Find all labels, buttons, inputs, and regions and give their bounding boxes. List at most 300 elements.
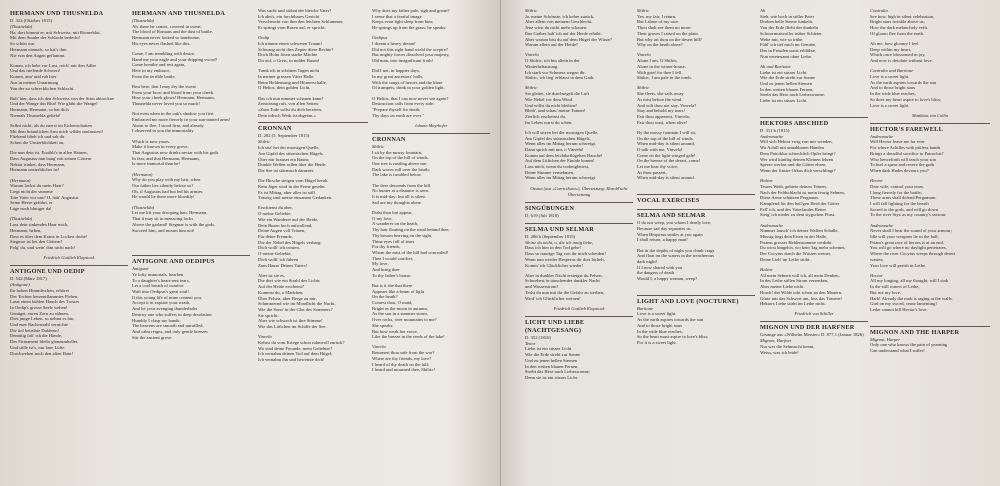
lyric-line: Destroy one who suffers in deep desolation. [132, 311, 213, 317]
lyric-line: Dein Busen hoch aufwallend, [258, 222, 313, 228]
lyric-line: Ah, there he comes, covered in sweat, [132, 23, 202, 29]
lyric-line: Make it known in every grove, [132, 144, 189, 150]
lyric-line: Läge noch blutiger da! [10, 206, 52, 212]
lyric-line: Wie die Erde strebt zur Sonne [525, 352, 581, 358]
lyric-line: In the wide blue reaches, [870, 91, 916, 97]
lyric-line: Thine eyes full of tears [372, 238, 415, 244]
lyric-line: On the heath? [372, 294, 398, 300]
lyric-line: To hurl a spear and revere the gods [870, 162, 935, 168]
lyric-line: She fleets, she sails away [637, 91, 684, 97]
song-block [10, 8, 128, 261]
lyric-line: Trank ich in schönen Tagen nicht [258, 68, 320, 74]
lyric-line: So does my heart aspire to love's bliss; [870, 96, 942, 102]
lyric-line: Und willst du nicht bleiben? [525, 102, 578, 108]
lyric-line: The deer descends from the hill. [372, 182, 432, 188]
lyric-line: Für deine Freunde, [258, 234, 293, 239]
speaker-label: Vinvela [372, 344, 386, 350]
song-block [637, 209, 755, 291]
lyric-line: Can understand what I suffer! [870, 348, 925, 354]
lyric-line: Und zu jenen hellen Sternen [760, 80, 813, 86]
lyric-line: Come on the light-winged gale! [637, 152, 696, 158]
lyric-line: Am Gipfel des stürmischen Hügels. [258, 150, 324, 156]
lyric-line: Our father lies silently before us? [132, 183, 194, 189]
lyric-line: Wenn alles im Mittag herum schweigt. [525, 175, 597, 181]
lyric-line: Von der zu schrecklichen Schlacht. [10, 85, 75, 91]
lyric-line: Thy hair floating on the wind behind thee, [372, 227, 450, 233]
lyric-line: If this young life of mine content you, [132, 294, 202, 300]
lyric-line: Let me hear thy voice, [637, 164, 679, 170]
song-block [637, 295, 755, 346]
song-title: SELMA UND SELMAR [525, 223, 633, 234]
lyric-line: dark night! [637, 258, 658, 264]
lyric-line: O Shilric, ich bin allein in der [525, 58, 580, 64]
lyric-line: Only one who knows the pain of yearning [870, 342, 948, 348]
lyric-line: His eyes never flashed like this. [132, 40, 191, 46]
stanza-gap [637, 186, 755, 191]
lyric-line: To a daughter's heart-rent tears, [132, 277, 190, 283]
lyric-line: As the sun in a summer storm, [372, 311, 429, 317]
lyric-line: Why on the heath alone? [637, 42, 683, 48]
lyric-line: Priams grosser Heldenstamme verdirbt. [760, 239, 833, 245]
lyric-line: Why does my father pale, sigh and groan? [372, 8, 450, 13]
lyric-line: Ja, meine Schönste, ich kehre zurück, [525, 13, 595, 19]
lyric-line: Thy bosom heaving on the sight, [372, 232, 433, 238]
lyric-line: Nur wer die Sehnsucht kennt, [760, 344, 815, 350]
lyric-line: That Augustus now drinks nectar with his gods [132, 150, 219, 156]
lyric-line: Es ist Mittag, aber alles ist still. [258, 189, 316, 195]
lyric-line: Kehrst du vom Kriege schon ruhmvoll zurück? [258, 339, 345, 345]
song-block [372, 133, 490, 373]
lyric-line: Selbst nicht, als du zuerst im Eichenschatten [10, 123, 92, 129]
lyric-line: Zerstörung ruft, von allen Seiten: [258, 101, 320, 107]
lyric-line: As the earth aspires towards the sun [637, 317, 704, 323]
lyric-line: Die der Nebel des Hügels verbarg: [258, 239, 322, 245]
lyric-line: Bleib', und schau' meine Tränen! [525, 108, 586, 114]
lyric-line: Aber ist sie es, [258, 272, 286, 278]
song-block [10, 265, 128, 356]
lyric-line: Komm, ich bebe vor Lust, reich' mir den Adler [10, 62, 97, 68]
lyric-line: Ich vernahm deinen Tod auf dem Hügel; [258, 351, 333, 357]
lyric-line: Stay and behold my tears! [637, 108, 685, 114]
lyric-line: Never shall I hear the sound of your armour; [870, 228, 952, 234]
lyric-line: Die Hirsche steigen vom Hügel herab. [258, 178, 329, 184]
lyric-line: Dark waves roll over the heath; [372, 166, 430, 172]
lyric-line: Wenn der finstre Orkus dich verschlingt? [760, 167, 836, 173]
song-block [525, 316, 633, 381]
lyric-line: O meine Geliebte, [258, 211, 292, 217]
lyric-line: For it is a sweet light. [637, 339, 677, 345]
lyric-line: Dunkle Wellen rollen über die Heide. [258, 162, 327, 168]
lyric-line: Genüget, euren Zorn zu sühnen, [10, 310, 69, 316]
lyric-line: Denn sie ist ein süsses Licht. [525, 374, 579, 380]
lyric-line: And wilt thou not stay, Vinvela? [637, 102, 697, 108]
lyric-line: Mit dem bräunlichen Arm mich wilder umfasstest! [10, 128, 104, 134]
lyric-line: Which is now yours. [132, 138, 171, 144]
lyric-line: No hunter at a distance is seen. [372, 188, 430, 194]
lyric-line: In the still waters of Lethe, [870, 284, 920, 290]
lyric-line: Humbly I clasp my hands; [132, 317, 181, 323]
lyric-line: Did I not, in happier days, [372, 68, 421, 74]
catalogue-number: Gesänge aus »Wilhelm Meister« D. 877,1 (Januar 1826) [760, 332, 864, 338]
lyric-line: Like the breeze in the reeds of the lake! [372, 334, 445, 340]
lyric-line: Dir auf, o Greis, in milder Raum! [258, 58, 320, 64]
song-block [525, 8, 633, 198]
lyric-line: Didst thou but appear, [372, 209, 413, 215]
lyric-line: Von der Erde flieht der dunkeln [760, 25, 818, 31]
song-block [637, 8, 755, 190]
lyric-line: That it may sit in menacing locks [132, 216, 194, 222]
lyric-line: On the top of the hill of winds. [637, 135, 694, 141]
lyric-line: And now is desolate without love. [870, 58, 933, 64]
speaker-label: Oedip [258, 35, 270, 41]
song-block [760, 117, 868, 318]
lyric-line: Ich vernahm ihn und beweinte dich! [258, 357, 325, 363]
lyric-line: Liegt nicht der stumme [10, 189, 53, 195]
lyric-line: Waft into Oedipus's great soul! [132, 289, 189, 295]
lyric-line: Wenn alles im Mittag herum schweigt. [525, 141, 597, 147]
lyric-line: Ich starb vor Schmerz wegen dir. [525, 69, 586, 75]
speaker-label: Tenor [525, 340, 536, 346]
lyric-line: Die dort wie ein Strahl des Lichts [258, 278, 320, 284]
lyric-line: Keeps even light sleep from him; [372, 19, 434, 25]
speaker-label: Contralto and Baritone [870, 68, 914, 74]
lyric-line: Nimmer lausch' ich deiner Waffen Schalle, [760, 228, 839, 234]
text-column-8 [870, 0, 990, 486]
song-title: ANTIGONE AND OEDIPUS [132, 255, 250, 266]
lyric-line: Wie die Erde strebt zur Sonne [760, 75, 816, 81]
lyric-line: If I now shared with you [637, 264, 683, 270]
stanza-gap [760, 108, 868, 113]
lyric-line: O talk with me, Vinvela! [637, 146, 683, 152]
lyric-line: O Helios, that I can now never see again? [372, 95, 449, 101]
lyric-line: Old man, into insignificant froth! [372, 58, 434, 64]
lyric-line: Rest here, that I may dry the sweat [132, 84, 196, 90]
speaker-label: (Thusnelda) [132, 204, 155, 210]
lyric-line: To thy father's house. [372, 272, 412, 278]
speaker-label: Alt [760, 8, 766, 13]
lyric-line: Not even when in the oak's shadow you first [132, 111, 214, 117]
lyric-line: Dies junge Leben, so nehmt es hin, [10, 316, 75, 322]
lyric-line: Beim Heldensang und Hörnerschalle, [258, 79, 327, 85]
speaker-label: Hektor [760, 178, 773, 184]
song-block [637, 194, 755, 205]
lyric-line: Wie das Lüftchen im Schilfe der See. [258, 324, 327, 330]
speaker-label: Shilric [258, 139, 271, 145]
lyric-line: About to flee, I stood firm, and already [132, 122, 204, 128]
lyric-line: How the dark melancholy veils [870, 25, 928, 31]
lyric-line: I heard of thy death on the hill; [372, 361, 430, 367]
lyric-line: Schon die Unsterblichkeit an, [10, 140, 65, 146]
song-block [132, 8, 250, 251]
song-block [525, 202, 633, 219]
speaker-label: Andromache [870, 133, 894, 139]
lyric-line: Jene wirst du nicht mehr schauen: [525, 25, 588, 31]
lyric-line: Teilst du nun mit ihr die Gefahr zu sterben, [525, 289, 605, 295]
song-block [525, 223, 633, 312]
speaker-label: Shilric [637, 85, 650, 91]
lyric-line: Schwebest in täuschender dunkler Nacht [525, 278, 600, 284]
lyric-line: Where the river Cocytus weeps through desert [870, 251, 956, 257]
speaker-label: (Hermann) [132, 171, 153, 177]
lyric-line: Das ich nun nimmer schauen kann? [258, 95, 324, 101]
lyric-line: And calm reigns, and only gentle breezes [132, 328, 208, 334]
lyric-line: I long fiercely for the battle; [870, 189, 922, 195]
lyric-line: In des Lethe stillen Strom versenken, [760, 278, 829, 284]
lyric-line: Here in my embrace, [132, 68, 171, 74]
lyric-line: Das in Freuden sonst erblühte, [760, 47, 817, 53]
lyric-line: Thee I would comfort, [372, 255, 414, 261]
lyric-line: Sieh, wie hoch in stiller Feier [760, 13, 815, 19]
lyric-line: Auf der Heide erscheint? [258, 284, 305, 290]
lyric-line: And float on the waters in the treacherous [637, 253, 714, 259]
lyric-line: In fear, and that Hermann, Hermann, [132, 155, 200, 161]
lyric-line: "Prepare thyself for death; [372, 107, 421, 113]
lyric-line: Dear wife, control your tears. [870, 183, 925, 189]
lyric-line: Dein irdisch Werk ist abgetan.« [258, 112, 316, 118]
author-credit: Johann Mayrhofer [414, 122, 448, 128]
lyric-line: Hektors Liebe stirbt im Lethe nicht. [760, 301, 826, 307]
speaker-label: Shilric [637, 8, 650, 13]
song-title: SINGÜBUNGEN [525, 202, 633, 213]
lyric-line: Ihr hohen Himmlischen, erhöret [10, 287, 69, 293]
lyric-line: Fühl' ich tief mich im Gemüte, [760, 42, 817, 48]
text-column-1 [10, 0, 128, 486]
lyric-line: Die See ist stürmisch darunter. [258, 167, 315, 173]
lyric-line: From your brow and blood from your cheek. [132, 89, 215, 95]
lyric-line: And let your avenging thunderbolts [132, 306, 198, 312]
lyric-line: Ich träume einen schweren Traum! [258, 41, 323, 47]
lyric-line: und Wasserstrom! [525, 284, 559, 290]
lyric-line: From the terrible battle. [132, 73, 176, 79]
lyric-line: Whom the mist of the hill had concealed! [372, 249, 449, 255]
speaker-label: Mignon, Harper [870, 336, 901, 342]
lyric-line: Zum Hause Deines Vaters! [258, 262, 308, 268]
song-title: SELMA AND SELMAR [637, 209, 755, 220]
lyric-line: I shall return, a happy man! [637, 237, 688, 243]
lyric-line: Komm, atm' und ruh hier [10, 74, 57, 80]
catalogue-number: D. 312 b (1815) [760, 127, 790, 133]
text-column-7 [760, 0, 868, 486]
lyric-line: And to those bright stars [637, 322, 683, 328]
lyric-line: Aber warum bist du auf dem Hügel der Wüste? [525, 36, 612, 42]
lyric-line: Müssig liegt dein Eisen in der Halle, [760, 234, 828, 239]
lyric-line: But mighty forces dissolved your majesty, [372, 52, 450, 58]
lyric-line: Sie spricht: [258, 312, 279, 318]
lyric-line: Und das triefende Schwert! [10, 68, 61, 74]
catalogue-number: D. 619 (Juli 1818) [525, 212, 559, 218]
lyric-line: Schimmernd wie im Mondlicht die Nacht, [258, 301, 336, 307]
lyric-line: Lass mich, wenn du vorbeigleitest, [525, 164, 590, 170]
lyric-line: Of trumpets, drink in your golden light, [372, 85, 445, 91]
lyric-line: He springs up from the grass; he speaks: [372, 25, 447, 31]
lyric-line: Alone I am, O Shilric, [637, 58, 678, 64]
lyric-line: O my love, [372, 215, 393, 221]
lyric-line: She speaks: [372, 322, 394, 328]
speaker-label: Shilric [372, 143, 385, 149]
song-block [760, 8, 868, 113]
speaker-label: Andromache [870, 222, 894, 228]
lyric-line: Deine Stimme vernehmen, [525, 169, 575, 175]
lyric-line: Verscheucht von ihm den leichten Schlummer, [258, 19, 344, 25]
lyric-line: Gird on my sword, cease lamenting! [870, 301, 937, 307]
stanza-gap [132, 247, 250, 252]
song-block [870, 123, 990, 322]
lyric-line: Was sucht und stöhnt der bleiche Vater? [258, 8, 332, 13]
speaker-label: Alt und Baritone [760, 63, 791, 69]
lyric-line: Nektar trinket, dass Hermann, [10, 161, 66, 167]
lyric-line: Er springt vom Rasen auf, er spricht: [258, 25, 326, 31]
lyric-line: For thy friends, [372, 244, 401, 250]
lyric-line: Liebe ist ein süsses Licht. [760, 69, 808, 75]
lyric-line: Deep within my heart, [870, 46, 912, 52]
lyric-line: And bring thee [372, 267, 400, 273]
speaker-label: Vinvela [637, 52, 651, 58]
lyric-line: Idle will your weapons lie in the hall; [870, 234, 939, 239]
lyric-line: Die tief betrübte Dulderin! [10, 327, 60, 333]
speaker-label: Vinvela [525, 52, 539, 58]
lyric-line: When Hesperus smiles at you again [637, 231, 703, 237]
lyric-line: Siegmar ist bei den Göttern! [10, 239, 63, 245]
text-column-5 [525, 0, 633, 486]
lyric-line: Horch! der Wilde tobt schon an den Mauern, [760, 289, 843, 295]
lyric-line: Folg' du, und wein' ihm nicht nach! [10, 244, 76, 250]
catalogue-number: D. 352 (1816) [525, 334, 551, 340]
lyric-line: O meine Geliebte, [258, 251, 292, 257]
lyric-line: Sie gleitet, sie durchsegelt die Luft [525, 91, 590, 97]
lyric-line: Ich ahn's, ein furchtbares Gesicht [258, 13, 320, 19]
catalogue-number: D. 542 (März 1817) [10, 276, 47, 282]
lyric-line: In den weiten blauen Fernen, [760, 86, 814, 92]
lyric-line: How your cheek glows! Hermann, Hermann, [132, 95, 215, 101]
lyric-line: Why do you play with my hair, when [132, 177, 201, 183]
lyric-line: Der Tochter herzentflammtes Flehen, [10, 293, 79, 299]
lyric-line: Sad are my thoughts alone. [372, 199, 422, 205]
lyric-line: Du wirst hingeh'n, wo kein Tag mehr scheinet, [760, 245, 846, 251]
lyric-line: Schwermutsvoller trüber Schleier. [760, 30, 823, 36]
speaker-label: Baritone [637, 305, 654, 311]
song-block [132, 255, 250, 340]
song-title: MIGNON UND DER HARFNER [760, 321, 868, 332]
lyric-line: Hermann unsterblicher ist! [10, 167, 60, 173]
lyric-line: Über Felsen, über Berge zu mir, [258, 295, 317, 301]
lyric-line: Niemals Thusnelda geliebt! [10, 112, 61, 118]
lyric-line: Thy days on earth are over." [372, 112, 424, 118]
lyric-line: Aber meine Liebe nicht. [760, 284, 805, 290]
speaker-label: Hector [870, 272, 883, 278]
lyric-line: Und zu jenen hellen Sternen [525, 357, 578, 363]
song-block [258, 122, 368, 362]
lyric-line: Traurig sind meine einsamen Gedanken. [258, 195, 333, 201]
speaker-label: Mignon, Harfner [760, 338, 792, 344]
lyric-line: For where Achilles with pitiless hands [870, 145, 941, 151]
lyric-line: All my longing, all my thought, will I sink [870, 278, 949, 284]
song-block [760, 321, 868, 355]
lyric-line: In den weiten blauen Fernen, [525, 363, 579, 369]
lyric-line: Liebe ist ein süsses Licht. [760, 98, 808, 104]
lyric-line: With grief for thee I fell. [637, 69, 683, 75]
lyric-line: Dass es über dem Kranz in Locken drohe! [10, 233, 88, 239]
speaker-label: Hector [870, 178, 883, 184]
lyric-line: Demütig falt' ich die Hände, [10, 333, 62, 339]
lyric-line: You will go where no daylight penetrates, [870, 245, 947, 251]
catalogue-number: D. 282 (5. September 1815) [258, 133, 310, 139]
lyric-line: Warum allein auf der Heide? [525, 42, 578, 48]
lyric-line: Wo Achill mit unnahbaren Händen [760, 145, 824, 151]
lyric-line: Und euer Rachestrahl vernichte [10, 322, 69, 328]
speaker-label: Oedipus [372, 35, 388, 41]
song-title: LIGHT AND LOVE (NOCTURNE) [637, 295, 755, 306]
song-title: HECTOR'S FAREWELL [870, 123, 990, 134]
lyric-line: The heavens are smooth and unruffled, [132, 323, 204, 329]
lyric-line: So the heart must aspire to love's bliss; [637, 334, 709, 340]
lyric-line: Seine Heere geführt, er [10, 200, 53, 206]
speaker-label: (Hermann) [10, 177, 31, 183]
lyric-line: Weiss, was ich leide! [760, 349, 799, 355]
lyric-line: Diese Arme schützen Pergamus. [760, 195, 820, 201]
lyric-line: I heard and mourned thee, Shilric! [372, 367, 436, 373]
lyric-line: Will sich Hektor ewig von mir wenden, [760, 139, 833, 145]
lyric-line: Aus in meiner Umarmung [10, 79, 59, 85]
lyric-line: See how, high in silent celebration, [870, 13, 935, 19]
lyric-line: Strebt das Herz nach Liebeswonne: [760, 92, 826, 98]
lyric-line: But in the depths of night you climb crags [637, 247, 715, 253]
lyric-line: One tree is rustling above me; [372, 161, 428, 167]
lyric-line: Let a cool breath of comfort [132, 283, 184, 289]
lyric-line: Let me lift your drooping hair, Hermann, [132, 210, 208, 216]
lyric-line: My love, [372, 261, 389, 267]
lyric-line: Returnest thou safe from the war? [372, 350, 435, 356]
lyric-line: Komm' ich Glücklicher wieder! [525, 262, 584, 268]
lyric-line: Ah me, how gloomy I feel [870, 41, 919, 47]
speaker-label: (Thusnelda) [10, 216, 33, 222]
lyric-line: Hermann never looked so handsome, [132, 35, 201, 41]
lyric-line: Auf dem Lüftchen der Einöde komm! [525, 158, 595, 164]
lyric-line: Lethe cannot kill Hector's love. [870, 306, 928, 312]
lyric-line: I dream a heavy dream! [372, 41, 416, 47]
lyric-line: I will fall fighting for the hearth [870, 200, 929, 206]
lyric-line: Ihre Gräber hab' ich auf der Heide erhöht. [525, 30, 602, 36]
speaker-label: Weine du nicht, o, die ich innig liebe, [525, 239, 594, 245]
lyric-line: Warum lockst du mein Haar? [10, 183, 64, 189]
song-title: CRONNAN [372, 133, 490, 144]
lyric-line: Ich will sitzen bei der moosigen Quelle, [525, 129, 599, 135]
lyric-line: »Zum Tode sollst du dich bereiten, [258, 107, 322, 113]
lyric-line: As mist before the wind. [637, 96, 683, 102]
speaker-label: Andromache [760, 222, 784, 228]
lyric-line: Who henceforth will teach your son [870, 156, 936, 162]
speaker-label: (Antigone) [10, 282, 30, 288]
lyric-line: These arms shall defend Pergamum. [870, 195, 937, 201]
author-credit: Friedrich von Schiller [794, 311, 834, 317]
lyric-line: Erschienst du aber, [258, 205, 293, 211]
lyric-line: Und stille ist's, nur laue Lüfte [10, 344, 65, 350]
lyric-line: Lass dein sinkendes Haar mich, [10, 222, 69, 228]
lyric-line: Wehe mir, wie so trübe [760, 36, 803, 42]
lyric-line: Stir the ancient grove. [132, 334, 173, 340]
text-column-4 [372, 0, 490, 486]
lyric-line: Come breathe and rest again, [132, 62, 186, 68]
author-credit: Matthäus von Collin [911, 112, 949, 118]
lyric-line: Wer wird künftig deinen Kleinen lehren [760, 156, 834, 162]
lyric-line: Kämpfend für den heil'gen Herd der Götter [760, 200, 840, 206]
lyric-line: As thou passest, [637, 169, 667, 175]
lyric-line: Appears like a beam of light [372, 288, 425, 294]
catalogue-number: D. 286 b (September 1815) [525, 233, 576, 239]
lyric-line: Priam's great race of heroes is at an end. [870, 239, 944, 245]
lyric-line: Love is a sweet light. [870, 74, 910, 80]
lyric-line: Sacred to the gods, and will go down [870, 206, 939, 212]
lyric-line: Dass so traurige Tag von ihr mich scheiden! [525, 251, 606, 257]
